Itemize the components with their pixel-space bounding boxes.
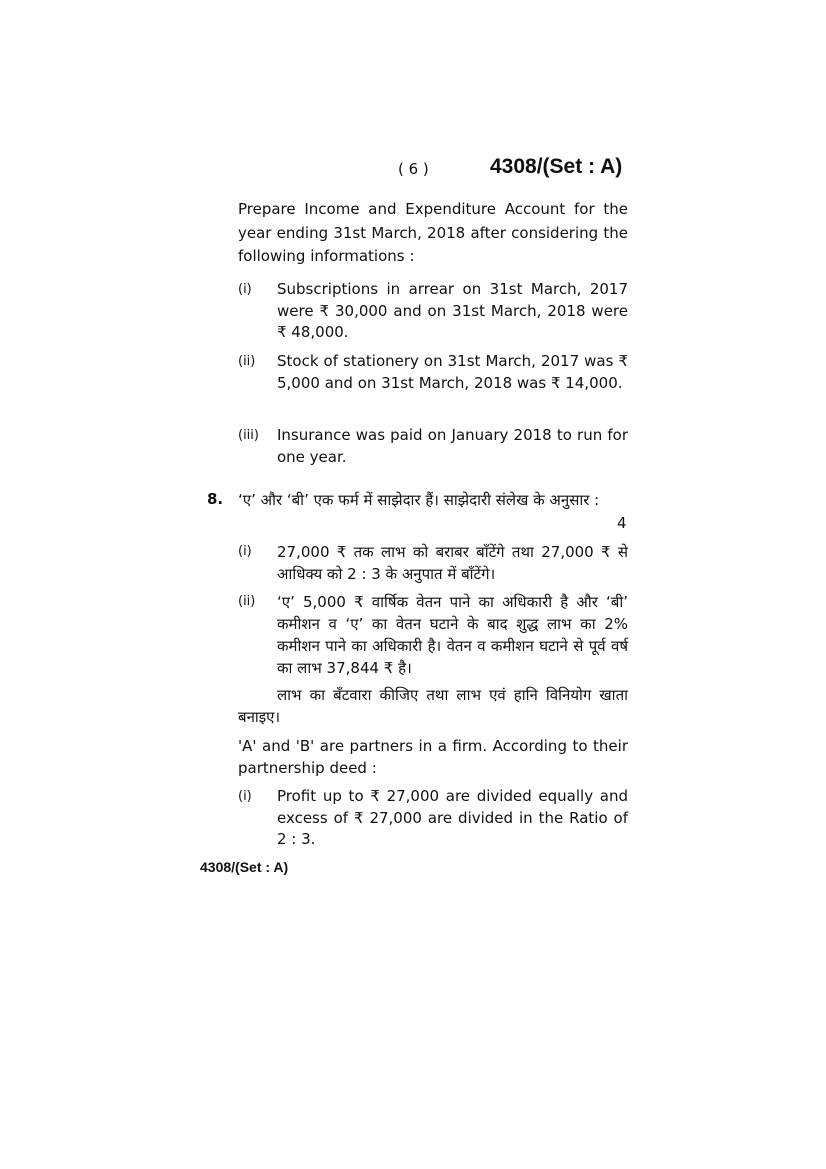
item-label: (ii) bbox=[238, 594, 256, 609]
q7-item-2 bbox=[238, 351, 628, 394]
item-label: (iii) bbox=[238, 428, 259, 443]
question-number: 8. bbox=[207, 490, 224, 508]
item-text: Subscriptions in arrear on 31st March, 2017 were ₹ 30,000 and on 31st March, 2018 were ₹ 48,000. bbox=[277, 280, 628, 341]
paper-code-header: 4308/(Set : A) bbox=[490, 155, 623, 178]
item-label: (i) bbox=[238, 544, 252, 559]
item-text: Stock of stationery on 31st March, 2017 was ₹ 5,000 and on 31st March, 2018 was ₹ 14,000. bbox=[277, 352, 628, 392]
item-label: (i) bbox=[238, 282, 252, 297]
q8-english-intro: 'A' and 'B' are partners in a firm. According to their partnership deed : bbox=[238, 737, 628, 777]
item-text: 27,000 ₹ तक लाभ को बराबर बाँटेंगे तथा 27,000 ₹ से आधिक्य को 2 : 3 के अनुपात में बाँटेंगे। bbox=[277, 543, 628, 583]
q8-hindi-intro: ‘ए’ और ‘बी’ एक फर्म में साझेदार हैं। साझेदारी संलेख के अनुसार : bbox=[238, 491, 600, 509]
item-text: Profit up to ₹ 27,000 are divided equally and excess of ₹ 27,000 are divided in the Ratio of 2 : 3. bbox=[277, 787, 628, 848]
paper-code-footer: 4308/(Set : A) bbox=[200, 859, 289, 875]
q8-hindi-item-2 bbox=[238, 591, 628, 679]
q8-english-item-1 bbox=[238, 786, 628, 851]
item-label: (i) bbox=[238, 789, 252, 804]
q7-item-3 bbox=[238, 425, 628, 468]
item-text: Insurance was paid on January 2018 to run for one year. bbox=[277, 426, 628, 466]
page-number: ( 6 ) bbox=[398, 160, 429, 178]
marks: 4 bbox=[617, 514, 627, 532]
item-text: ‘ए’ 5,000 ₹ वार्षिक वेतन पाने का अधिकारी है और ‘बी’ कमीशन व ‘ए’ का वेतन घटाने के बाद शुद्ध लाभ का 2% कमीशन पाने का अधिकारी है। वेतन व कमीशन घटाने से पूर्व वर्ष का लाभ 37,844 ₹ है। bbox=[277, 593, 628, 677]
q7-intro: Prepare Income and Expenditure Account for the year ending 31st March, 2018 after considering the following informations : bbox=[238, 200, 628, 265]
item-label: (ii) bbox=[238, 354, 256, 369]
q8-hindi-item-1 bbox=[238, 541, 628, 585]
q7-item-1 bbox=[238, 279, 628, 344]
q8-hindi-instruction: लाभ का बँटवारा कीजिए तथा लाभ एवं हानि विनियोग खाता बनाइए। bbox=[238, 686, 628, 726]
